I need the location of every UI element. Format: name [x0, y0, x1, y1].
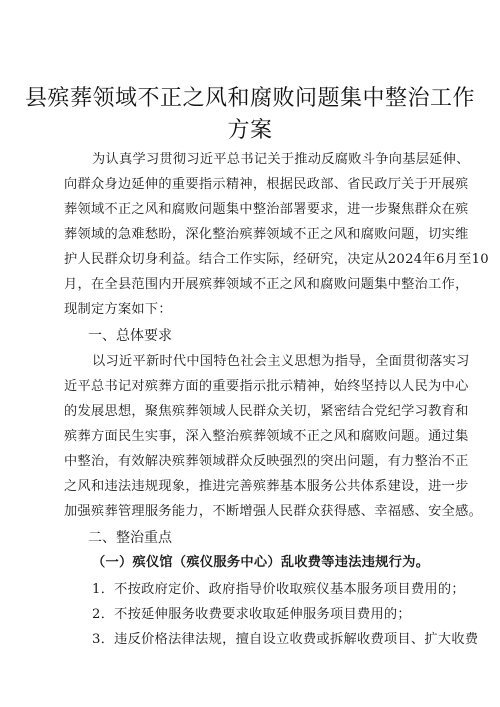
section-heading-key-rectification: 二、整治重点 [88, 530, 172, 546]
intro-line: 向群众身边延伸的重要指示精神，根据民政部、省民政厅关于开展殡 [64, 177, 469, 192]
document-title-line-1: 县殡葬领域不正之风和腐败问题集中整治工作 [24, 86, 475, 111]
intro-line: 现制定方案如下： [64, 302, 172, 317]
section1-line: 的发展思想，聚焦殡葬领域人民群众关切，紧密结合党纪学习教育和 [64, 404, 469, 419]
list-item: 2．不按延伸服务收费要求收取延伸服务项目费用的； [92, 607, 411, 622]
intro-line: 护人民群众切身利益。结合工作实际，经研究，决定从2024年6月至10 [64, 252, 489, 267]
intro-line: 为认真学习贯彻习近平总书记关于推动反腐败斗争向基层延伸、 [92, 152, 470, 167]
document-title-line-2: 方案 [227, 118, 273, 143]
section1-line: 近平总书记对殡葬方面的重要指示批示精神，始终坚持以人民为中心 [64, 379, 469, 394]
section1-line: 之风和违法违规现象，推进完善殡葬基本服务公共体系建设，进一步 [64, 479, 469, 494]
list-item: 3．违反价格法律法规，擅自设立收费或拆解收费项目、扩大收费 [92, 632, 479, 647]
intro-line: 葬领域不正之风和腐败问题集中整治部署要求，进一步聚焦群众在殡 [64, 202, 469, 217]
section1-line: 以习近平新时代中国特色社会主义思想为指导，全面贯彻落实习 [92, 354, 470, 369]
section1-line: 中整治，有效解决殡葬领域群众反映强烈的突出问题，有力整治不正 [64, 454, 469, 469]
intro-line: 葬领域的急难愁盼，深化整治殡葬领域不正之风和腐败问题，切实维 [64, 227, 469, 242]
subsection-heading-funeral-home: （一）殡仪馆（殡仪服务中心）乱收费等违法违规行为。 [92, 555, 430, 570]
section1-line: 殡葬方面民生实事，深入整治殡葬领域不正之风和腐败问题。通过集 [64, 429, 469, 444]
section-heading-general-requirements: 一、总体要求 [88, 328, 172, 344]
intro-line: 月，在全县范围内开展殡葬领域不正之风和腐败问题集中整治工作， [64, 277, 469, 292]
section1-line: 加强殡葬管理服务能力，不断增强人民群众获得感、幸福感、安全感。 [64, 504, 483, 519]
list-item: 1．不按政府定价、政府指导价收取殡仪基本服务项目费用的； [92, 582, 465, 597]
